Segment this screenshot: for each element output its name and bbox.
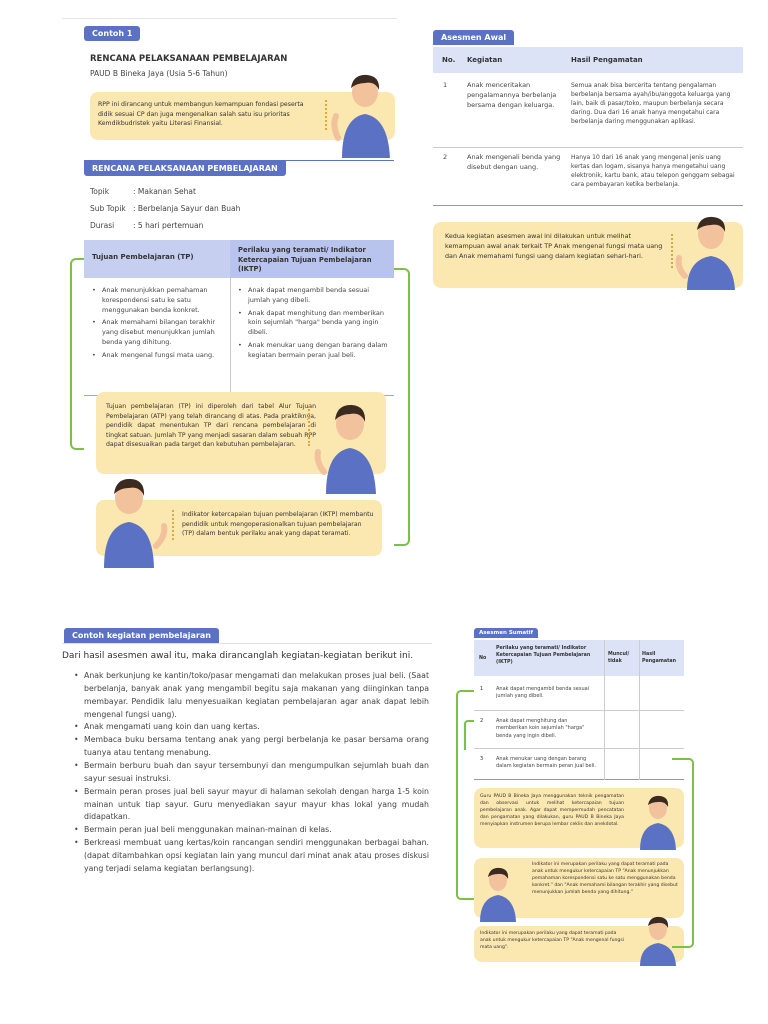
student-illustration: [474, 864, 526, 922]
dots-decoration: [325, 100, 327, 130]
rpp-header: RENCANA PELAKSANAAN PEMBELAJARAN: [84, 161, 286, 176]
row-number: 2: [443, 153, 448, 161]
page-subtitle: PAUD B Bineka Jaya (Usia 5-6 Tahun): [90, 69, 228, 78]
list-item: • Anak menukar uang dengan barang dalam kegiatan bermain peran jual beli.: [238, 341, 388, 361]
meta-row: [90, 217, 240, 234]
list-item: • Anak menunjukkan pemahaman korespondensi satu ke satu menggunakan benda konkret.: [92, 286, 222, 315]
example-tag: Contoh 1: [84, 26, 140, 41]
col-header-iktp: Perilaku yang teramati/ Indikator Ketercapaian Tujuan Pembelajaran (IKTP): [496, 646, 591, 665]
iktp-header-text: Perilaku yang teramati/ Indikator Ketercapaian Tujuan Pembelajaran (IKTP): [238, 246, 372, 274]
kegiatan-list: [74, 670, 429, 876]
iktp-list: [238, 286, 388, 360]
sumatif-callout-2-text: Indikator ini merupakan perilaku yang dapat teramati pada anak untuk mengukur ketercapaian TP "Anak menunjukkan pemahaman korespondensi satu ke satu menggunakan benda konkret." dan "Anak memahami bilangan terakhir yang disebut menunjukkan jumlah benda yang dihitung.": [532, 862, 678, 895]
col-header-kegiatan: Kegiatan: [467, 56, 503, 64]
meta-list: [90, 183, 240, 234]
meta-value: : 5 hari pertemuan: [133, 221, 204, 230]
row-number: 1: [480, 686, 484, 692]
iktp-callout-text: Indikator ketercapaian tujuan pembelajaran (IKTP) membantu pendidik untuk mengoperasionalkan tujuan pembelajaran (TP) dalam bentuk perilaku anak yang dapat teramati.: [182, 511, 374, 538]
tp-list: [92, 286, 222, 360]
sumatif-callout-3-text: Indikator ini merupakan perilaku yang dapat teramati pada anak untuk mengukur ketercapaian TP "Anak mengenal fungsi mata uang".: [480, 931, 624, 950]
tp-callout-text: Tujuan pembelajaran (TP) ini diperoleh dari tabel Alur Tujuan Pembelajaran (ATP) yang telah dirancang di atas. Pada praktiknya, pendidik dapat menentukan TP dari rencana pembelajaran di tingkat satuan. Jumlah TP yang menjadi sasaran dalam sebuah RPP dapat disesuaikan pada target dan kebutuhan pembelajaran.: [106, 403, 316, 449]
iktp-header: [230, 240, 394, 278]
row-kegiatan: Anak menceritakan pengalamannya berbelanja bersama dengan keluarga.: [467, 81, 557, 109]
row-divider: [474, 710, 684, 711]
table-divider: [230, 278, 231, 396]
connector-line: [70, 258, 84, 450]
list-item: • Bermain peran jual beli menggunakan mainan-mainan di kelas.: [74, 824, 429, 837]
asesmen-sumatif-tag: Asesmen Sumatif: [474, 628, 538, 638]
bottom-right-panel: [452, 628, 684, 968]
row-number: 3: [480, 756, 484, 762]
row-kegiatan: Anak mengenali benda yang disebut dengan uang.: [467, 153, 561, 171]
row-divider: [433, 147, 743, 148]
tp-header: [84, 240, 230, 278]
page-title: RENCANA PELAKSANAAN PEMBELAJARAN: [90, 54, 288, 64]
list-item: • Bermain berburu buah dan sayur tersembunyi dan mengumpulkan sejumlah buah dan sayur sesuai instruksi.: [74, 760, 429, 786]
list-item: • Berkreasi membuat uang kertas/koin rancangan sendiri menggunakan berbagai bahan. (dapat ditambahkan opsi kegiatan lain yang muncul dari minat anak atau proses diskusi yang terjadi selama kegiatan berlangsung).: [74, 837, 429, 876]
top-left-panel: [62, 18, 397, 558]
student-illustration: [96, 472, 171, 568]
meta-row: [90, 200, 240, 217]
list-item: • Membaca buku bersama tentang anak yang pergi berbelanja ke pasar bersama orang tuanya atau tentang menabung.: [74, 734, 429, 760]
asesmen-awal-tag: Asesmen Awal: [433, 30, 514, 45]
meta-label: Sub Topik: [90, 204, 126, 213]
sumatif-table: [474, 640, 684, 780]
row-text: Anak menukar uang dengan barang dalam kegiatan bermain peran jual beli.: [496, 756, 596, 770]
teacher-illustration: [310, 398, 385, 494]
row-divider: [433, 205, 743, 206]
teacher-illustration: [330, 68, 400, 158]
asesmen-awal-callout-text: Kedua kegiatan asesmen awal ini dilakukan untuk melihat kemampuan awal anak terkait TP Anak mengenal fungsi mata uang dan Anak memahami fungsi uang dalam kegiatan sehari-hari.: [445, 232, 663, 260]
list-item: • Anak berkunjung ke kantin/toko/pasar mengamati dan melakukan proses jual beli. (Saat berbelanja, banyak anak yang mengambil begitu saja makanan yang diinginkan tanpa membayar. Pendidik lalu menyesuaikan kegiatan pembelajaran agar anak dapat lebih mengenal fungsi uang).: [74, 670, 429, 721]
list-item: • Anak dapat mengambil benda sesuai jumlah yang dibeli.: [238, 286, 388, 306]
kegiatan-intro: Dari hasil asesmen awal itu, maka dirancanglah kegiatan-kegiatan berikut ini.: [62, 651, 414, 661]
sumatif-callout-1-text: Guru PAUD B Bineka Jaya menggunakan teknik pengamatan dan observasi untuk melihat ketercapaian tujuan pembelajaran anak. Agar dapat mempermudah pencatatan dan pengamatan yang dilakukan, guru PAUD B Bineka Jaya menyiapkan instrumen berupa lembar ceklis dan anekdotal.: [480, 794, 624, 827]
meta-value: : Berbelanja Sayur dan Buah: [133, 204, 241, 213]
meta-value: : Makanan Sehat: [133, 187, 196, 196]
col-header-hasil: Hasil Pengamatan: [571, 56, 643, 64]
list-item: • Anak memahami bilangan terakhir yang disebut menunjukkan jumlah benda yang dihitung.: [92, 318, 222, 347]
list-item: • Anak mengenal fungsi mata uang.: [92, 351, 222, 361]
kegiatan-tag: Contoh kegiatan pembelajaran: [64, 628, 219, 643]
connector-line: [672, 758, 694, 948]
bottom-left-panel: [62, 628, 432, 938]
col-header-hasil: Hasil Pengamatan: [642, 652, 677, 664]
tp-table: [84, 240, 394, 396]
tp-header-text: Tujuan Pembelajaran (TP): [92, 253, 194, 261]
row-divider: [474, 748, 684, 749]
row-hasil: Hanya 10 dari 16 anak yang mengenal jenis uang kertas dan logam, sisanya hanya mengetahui uang elektronik, kartu bank, atau telepon genggam sebagai cara pembayaran ketika berbelanja.: [571, 154, 735, 188]
meta-label: Topik: [90, 187, 110, 196]
row-number: 1: [443, 81, 448, 89]
list-item: • Anak dapat menghitung dan memberikan koin sejumlah "harga" benda yang ingin dibeli.: [238, 309, 388, 338]
row-text: Anak dapat menghitung dan memberikan koin sejumlah "harga" benda yang ingin dibeli.: [496, 718, 585, 739]
row-hasil: Semua anak bisa bercerita tentang pengalaman berbelanja bersama ayah/ibu/anggota keluarga yang lain, baik di pasar/toko, maupun berbelanja secara daring. Dua dari 16 anak hanya mengetahui cara berbelanja daring menggunakan aplikasi.: [571, 82, 731, 125]
col-header-no: No.: [442, 56, 456, 64]
teacher-illustration: [673, 210, 743, 290]
col-header-muncul: Muncul/ tidak: [608, 652, 630, 664]
col-header-no: No: [479, 656, 487, 661]
meta-row: [90, 183, 240, 200]
connector-line: [394, 268, 410, 546]
row-text: Anak dapat mengambil benda sesuai jumlah yang dibeli.: [496, 686, 590, 700]
asesmen-awal-table: [433, 47, 743, 205]
section-rule: [62, 643, 432, 644]
list-item: • Anak mengamati uang koin dan uang kertas.: [74, 721, 429, 734]
row-number: 2: [480, 718, 484, 724]
top-right-panel: [433, 30, 743, 290]
dots-decoration: [172, 510, 174, 540]
intro-callout-text: RPP ini dirancang untuk membangun kemampuan fondasi peserta didik sesuai CP dan juga mengenalkan salah satu isu prioritas Kemdikbudristek yaitu Literasi Finansial.: [98, 101, 304, 128]
meta-label: Durasi: [90, 221, 115, 230]
list-item: • Bermain peran proses jual beli sayur mayur di halaman sekolah dengan harga 1-5 koin mainan untuk tiap sayur. Guru menyediakan sayur mayur khas lokal yang mudah didapatkan.: [74, 786, 429, 825]
connector-line: [464, 720, 474, 750]
